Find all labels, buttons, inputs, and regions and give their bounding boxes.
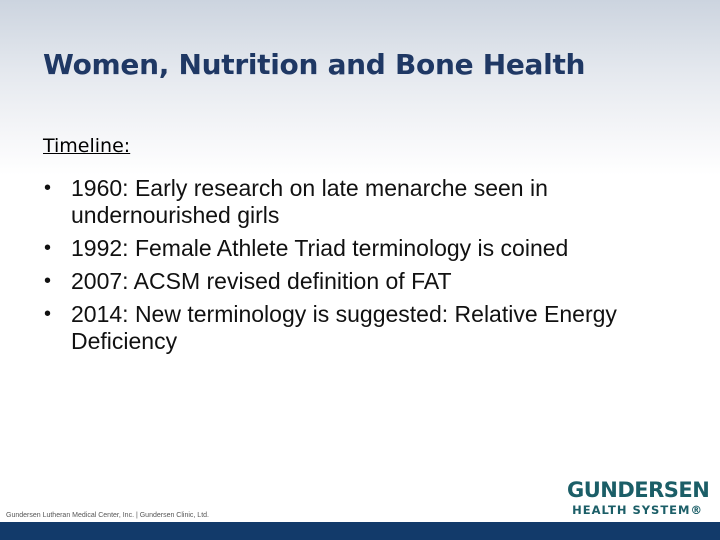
bullet-text: 1992: Female Athlete Triad terminology is coined — [71, 235, 569, 261]
gundersen-logo — [567, 477, 710, 517]
bullet-text: 2007: ACSM revised definition of FAT — [71, 268, 452, 294]
bullet-item — [44, 268, 694, 295]
footer-copyright: Gundersen Lutheran Medical Center, Inc. | Gundersen Clinic, Ltd. — [6, 512, 209, 519]
bullet-item — [44, 235, 694, 262]
bullet-item — [44, 175, 694, 229]
timeline-heading: Timeline: — [43, 135, 131, 157]
logo-subtext: HEALTH SYSTEM® — [572, 503, 703, 517]
bullet-icon: • — [44, 177, 52, 199]
logo-wordmark: GUNDERSEN — [567, 478, 710, 502]
bullet-icon: • — [44, 270, 52, 292]
bullet-text: 2014: New terminology is suggested: Relative Energy Deficiency — [71, 301, 617, 354]
slide-title: Women, Nutrition and Bone Health — [43, 48, 586, 81]
footer-bar — [0, 522, 720, 540]
bullet-item — [44, 301, 694, 355]
bullet-text: 1960: Early research on late menarche seen in undernourished girls — [71, 175, 548, 228]
bullet-icon: • — [44, 237, 52, 259]
bullet-list — [44, 175, 694, 361]
bullet-icon: • — [44, 303, 52, 325]
